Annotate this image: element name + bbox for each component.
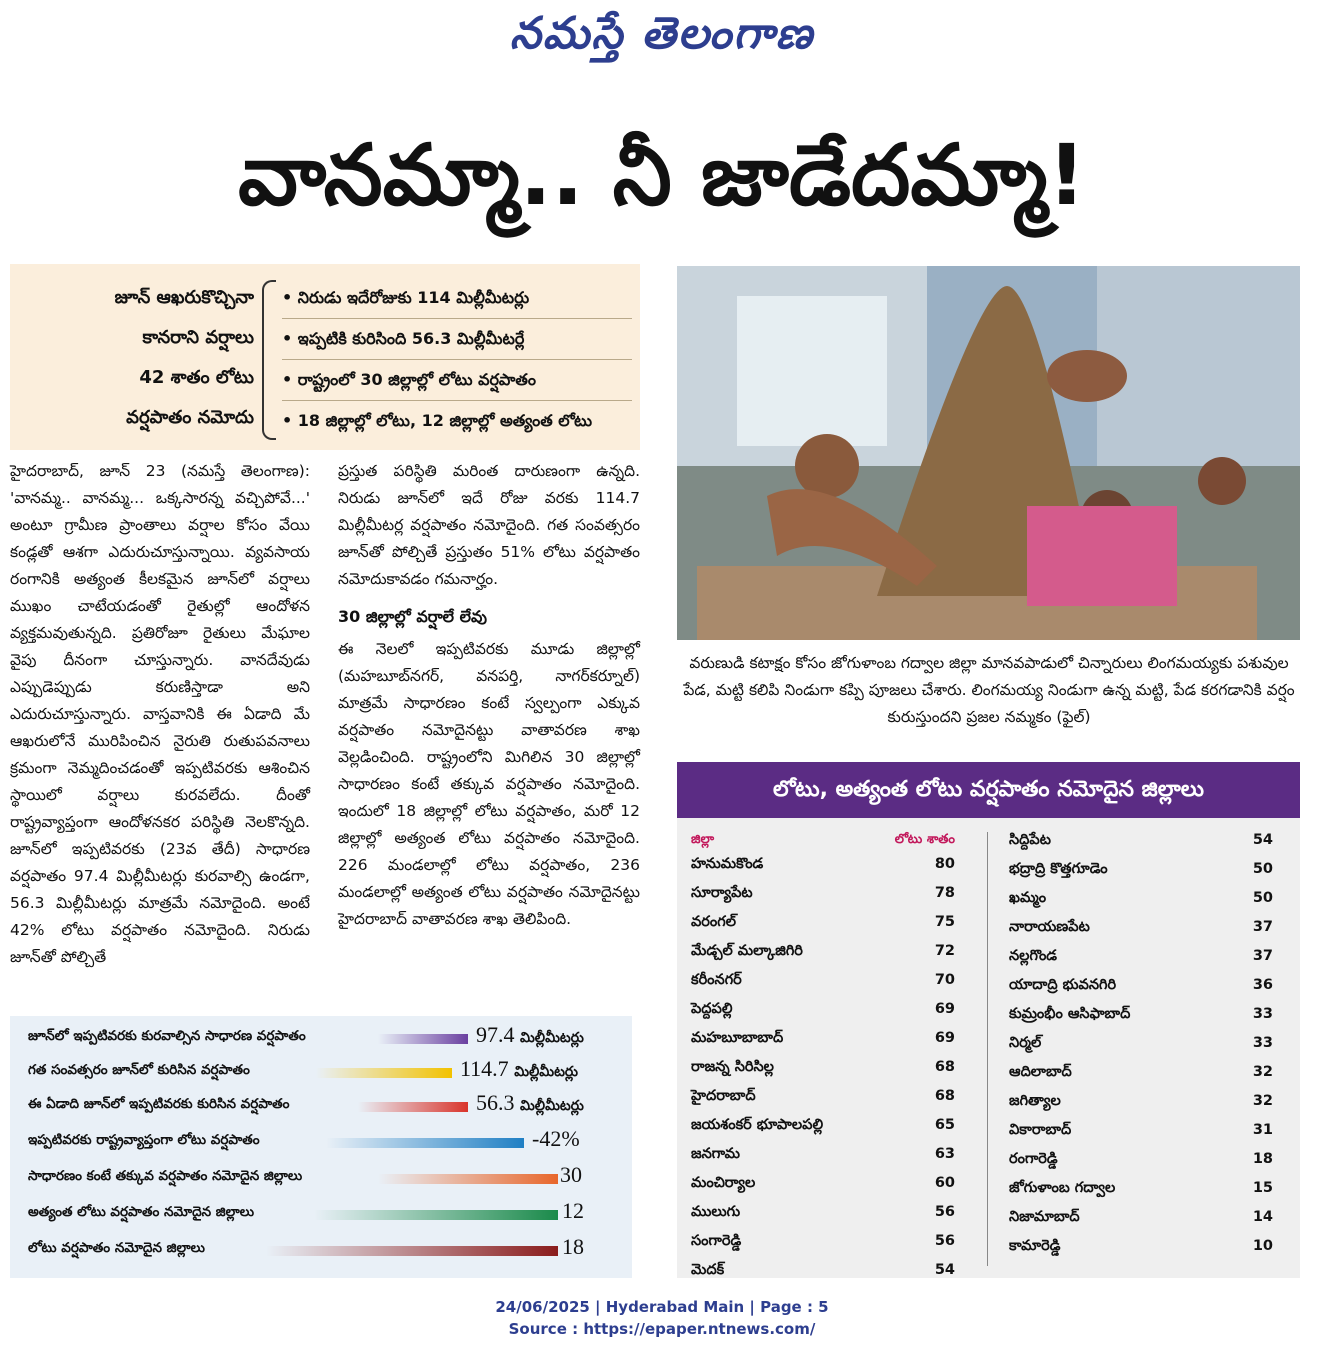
table-row — [677, 1171, 977, 1200]
district-name: ఖమ్మం — [1009, 890, 1047, 906]
district-name: ఆదిలాబాద్ — [1009, 1064, 1072, 1080]
table-row — [677, 1200, 977, 1229]
column-header-district: జిల్లా — [691, 832, 715, 847]
stat-number: 56.3 — [476, 1090, 515, 1115]
table-row — [995, 1118, 1295, 1147]
stat-label: జూన్‌లో ఇప్పటివరకు కురవాల్సిన సాధారణ వర్షపాతం — [28, 1028, 306, 1044]
table-row — [995, 1147, 1295, 1176]
stat-value — [560, 1162, 582, 1188]
photo-caption: వరుణుడి కటాక్షం కోసం జోగుళాంబ గద్వాల జిల్లా మానవపాడులో చిన్నారులు లింగమయ్యకు పశువుల పేడ, మట్టి కలిపి నిండుగా కప్పి పూజలు చేశారు. లింగమయ్య నిండుగా ఉన్న మట్టి, పేడ కరగడానికి వర్షం కురుస్తుందని ప్రజల నమ్మకం (ఫైల్) — [683, 654, 1295, 726]
stat-unit: మిల్లీమీటర్లు — [520, 1098, 584, 1114]
summary-left-line: 42 శాతం లోటు — [139, 367, 254, 388]
news-photo — [677, 266, 1300, 640]
district-name: రంగారెడ్డి — [1009, 1151, 1058, 1167]
deficit-value: 32 — [1252, 1064, 1273, 1080]
deficit-value: 56 — [934, 1204, 955, 1220]
district-table — [677, 818, 1300, 1278]
deficit-value: 78 — [934, 885, 955, 901]
stat-number: -42% — [532, 1126, 580, 1151]
district-name: కుమ్రంభీం ఆసిఫాబాద్ — [1009, 1006, 1131, 1022]
district-name: హైదరాబాద్ — [691, 1088, 756, 1104]
summary-bullet-text: 18 జిల్లాల్లో లోటు, 12 జిల్లాల్లో అత్యంత లోటు — [297, 411, 593, 430]
summary-left-line: జూన్ ఆఖరుకొచ్చినా — [114, 287, 254, 308]
table-row — [677, 852, 977, 881]
table-row — [677, 1055, 977, 1084]
summary-bullet-text: ఇప్పటికి కురిసింది 56.3 మిల్లీమీటర్లే — [297, 329, 525, 348]
deficit-value: 70 — [934, 972, 955, 988]
table-row — [995, 1205, 1295, 1234]
table-row — [677, 1026, 977, 1055]
table-row — [677, 1084, 977, 1113]
stat-bar — [326, 1138, 524, 1148]
stat-row — [28, 1162, 628, 1192]
stat-bar — [266, 1246, 558, 1256]
deficit-value: 50 — [1252, 861, 1273, 877]
district-name: ములుగు — [691, 1204, 741, 1220]
summary-bullet-text: రాష్ట్రంలో 30 జిల్లాల్లో లోటు వర్షపాతం — [297, 370, 536, 389]
district-name: జయశంకర్ భూపాలపల్లి — [691, 1117, 824, 1133]
stat-number: 12 — [562, 1198, 584, 1223]
table-row — [677, 1113, 977, 1142]
stat-label: అత్యంత లోటు వర్షపాతం నమోదైన జిల్లాలు — [28, 1204, 255, 1220]
page-footer — [0, 1296, 1324, 1340]
table-row — [677, 1258, 977, 1287]
stat-label: గత సంవత్సరం జూన్‌లో కురిసిన వర్షపాతం — [28, 1062, 250, 1078]
deficit-value: 33 — [1252, 1035, 1273, 1051]
deficit-value: 31 — [1252, 1122, 1273, 1138]
stat-bar — [314, 1210, 558, 1220]
stat-value — [562, 1198, 584, 1224]
summary-left — [24, 278, 254, 438]
deficit-value: 68 — [934, 1059, 955, 1075]
stat-row — [28, 1126, 628, 1156]
article-paragraph: ప్రస్తుత పరిస్థితి మరింత దారుణంగా ఉన్నది. నిరుడు జూన్‌లో ఇదే రోజు వరకు 114.7 మిల్లీమీటర్ల వర్షపాతం నమోదైంది. గత సంవత్సరం జూన్‌తో పోల్చితే ప్రస్తుతం 51% లోటు వర్షపాతం నమోదుకావడం గమనార్హం. — [338, 462, 640, 588]
district-name: యాదాద్రి భువనగిరి — [1009, 977, 1117, 993]
table-row — [995, 1234, 1295, 1263]
stat-value — [476, 1090, 584, 1117]
summary-left-line: వర్షపాతం నమోదు — [126, 407, 254, 428]
stat-number: 97.4 — [476, 1022, 515, 1047]
deficit-value: 65 — [934, 1117, 955, 1133]
deficit-value: 37 — [1252, 948, 1273, 964]
deficit-value: 50 — [1252, 890, 1273, 906]
stat-unit: మిల్లీమీటర్లు — [514, 1064, 579, 1080]
masthead: నమస్తే తెలంగాణ — [509, 8, 815, 59]
table-row — [677, 1142, 977, 1171]
district-name: పెద్దపల్లి — [691, 1001, 733, 1017]
article-paragraph: ఈ నెలలో ఇప్పటివరకు మూడు జిల్లాల్లో (మహబూబ్‌నగర్, వనపర్తి, నాగర్‌కర్నూల్) మాత్రమే సాధారణం కంటే స్వల్పంగా ఎక్కువ వర్షపాతం నమోదైనట్టు వాతావరణ శాఖ వెల్లడించింది. రాష్ట్రంలోని మిగిలిన 30 జిల్లాల్లో సాధారణం కంటే తక్కువ వర్షపాతం నమోదైంది. ఇందులో 18 జిల్లాల్లో లోటు వర్షపాతం, మరో 12 జిల్లాల్లో అత్యంత లోటు వర్షపాతం నమోదైంది. 226 మండలాల్లో లోటు వర్షపాతం, 236 మండలాల్లో అత్యంత లోటు వర్షపాతం నమోదైనట్టు హైదరాబాద్ వాతావరణ శాఖ తెలిపింది. — [338, 640, 640, 928]
footer-date-page: 24/06/2025 | Hyderabad Main | Page : 5 — [495, 1298, 829, 1316]
summary-bullet: • 18 జిల్లాల్లో లోటు, 12 జిల్లాల్లో అత్యంత లోటు — [282, 411, 593, 430]
district-name: జగిత్యాల — [1009, 1093, 1061, 1109]
table-row — [677, 939, 977, 968]
table-row — [995, 944, 1295, 973]
district-name: వికారాబాద్ — [1009, 1122, 1072, 1138]
stat-value — [562, 1234, 584, 1260]
stat-number: 114.7 — [460, 1056, 509, 1081]
table-row — [677, 968, 977, 997]
summary-bullet: • రాష్ట్రంలో 30 జిల్లాల్లో లోటు వర్షపాతం — [282, 360, 632, 401]
stat-value — [460, 1056, 578, 1083]
district-name: కరీంనగర్ — [691, 972, 742, 988]
summary-bullet: • ఇప్పటికి కురిసింది 56.3 మిల్లీమీటర్లే — [282, 319, 632, 360]
table-row — [677, 997, 977, 1026]
district-name: జోగుళాంబ గద్వాల — [1009, 1180, 1116, 1196]
district-name: భద్రాద్రి కొత్తగూడెం — [1009, 861, 1108, 877]
district-name: నల్లగొండ — [1009, 948, 1058, 964]
stat-bar — [316, 1068, 452, 1078]
article-column-1 — [10, 458, 310, 971]
district-name: సిద్దిపేట — [1009, 832, 1051, 848]
headline: వానమ్మా.. నీ జాడేదమ్మా! — [238, 126, 1086, 224]
stat-row — [28, 1090, 628, 1120]
table-title: లోటు, అత్యంత లోటు వర్షపాతం నమోదైన జిల్లాలు — [677, 762, 1300, 818]
summary-bullet: • నిరుడు ఇదేరోజుకు 114 మిల్లీమీటర్లు — [282, 278, 632, 319]
stat-label: సాధారణం కంటే తక్కువ వర్షపాతం నమోదైన జిల్లాలు — [28, 1168, 303, 1184]
deficit-value: 10 — [1252, 1238, 1273, 1254]
deficit-value: 75 — [934, 914, 955, 930]
summary-bullet-text: నిరుడు ఇదేరోజుకు 114 మిల్లీమీటర్లు — [297, 288, 530, 307]
district-name: రాజన్న సిరిసిల్ల — [691, 1059, 774, 1075]
table-header-row — [677, 828, 977, 852]
deficit-value: 54 — [1252, 832, 1273, 848]
column-header-deficit: లోటు శాతం — [894, 832, 955, 847]
stat-number: 30 — [560, 1162, 582, 1187]
table-row — [995, 1002, 1295, 1031]
table-row — [677, 1229, 977, 1258]
deficit-value: 54 — [934, 1262, 955, 1278]
stat-value — [532, 1126, 580, 1152]
stat-bar — [378, 1034, 468, 1044]
table-row — [995, 1060, 1295, 1089]
summary-bullets — [282, 278, 632, 441]
table-divider — [987, 832, 988, 1266]
table-row — [995, 915, 1295, 944]
stat-bar — [358, 1102, 468, 1112]
district-name: వరంగల్ — [691, 914, 736, 930]
summary-left-line: కానరాని వర్షాలు — [142, 327, 254, 348]
stat-label: ఇప్పటివరకు రాష్ట్రవ్యాప్తంగా లోటు వర్షపాతం — [28, 1132, 260, 1148]
summary-box — [10, 264, 640, 450]
district-name: మేడ్చల్ మల్కాజిగిరి — [691, 943, 803, 959]
table-row — [677, 910, 977, 939]
stat-label: లోటు వర్షపాతం నమోదైన జిల్లాలు — [28, 1240, 205, 1256]
stat-bar — [378, 1174, 558, 1184]
district-name: సంగారెడ్డి — [691, 1233, 742, 1249]
deficit-value: 37 — [1252, 919, 1273, 935]
district-name: నారాయణపేట — [1009, 919, 1090, 935]
table-column-left — [677, 828, 977, 1287]
table-row — [995, 828, 1295, 857]
deficit-value: 15 — [1252, 1180, 1273, 1196]
deficit-value: 80 — [934, 856, 955, 872]
district-name: కామారెడ్డి — [1009, 1238, 1061, 1254]
stat-label: ఈ ఏడాది జూన్‌లో ఇప్పటివరకు కురిసిన వర్షపాతం — [28, 1096, 290, 1112]
article-subheading: 30 జిల్లాల్లో వర్షాలే లేవు — [338, 607, 487, 626]
stat-row — [28, 1022, 628, 1052]
deficit-value: 60 — [934, 1175, 955, 1191]
table-row — [677, 881, 977, 910]
stat-row — [28, 1056, 628, 1086]
deficit-value: 32 — [1252, 1093, 1273, 1109]
deficit-value: 18 — [1252, 1151, 1273, 1167]
stat-row — [28, 1234, 628, 1264]
deficit-value: 33 — [1252, 1006, 1273, 1022]
stat-value — [476, 1022, 584, 1049]
table-row — [995, 857, 1295, 886]
district-name: నిజామాబాద్ — [1009, 1209, 1080, 1225]
deficit-value: 68 — [934, 1088, 955, 1104]
summary-brace — [262, 280, 276, 440]
deficit-value: 72 — [934, 943, 955, 959]
table-row — [995, 1031, 1295, 1060]
stat-number: 18 — [562, 1234, 584, 1259]
article-column-2 — [338, 458, 640, 933]
article-paragraph: హైదరాబాద్, జూన్ 23 (నమస్తే తెలంగాణ): 'వానమ్మ.. వానమ్మ... ఒక్కసారన్న వచ్చిపోవే...' అంటూ గ్రామీణ ప్రాంతాలు వర్షాల కోసం వేయి కండ్లతో ఆశగా ఎదురుచూస్తున్నాయి. వ్యవసాయ రంగానికి అత్యంత కీలకమైన జూన్‌లో వర్షాలు ముఖం చాటేయడంతో రైతుల్లో ఆందోళన వ్యక్తమవుతున్నది. ప్రతిరోజూ రైతులు మేఘాల వైపు దీనంగా చూస్తున్నారు. వానదేవుడు ఎప్పుడెప్పుడు కరుణిస్తాడా అని ఎదురుచూస్తున్నారు. వాస్తవానికి ఈ ఏడాది మే ఆఖరులోనే మురిపించిన నైరుతి రుతుపవనాలు క్రమంగా నెమ్మదించడంతో ఇప్పటివరకు ఆశించిన స్థాయిలో వర్షాలు కురవలేదు. దీంతో రాష్ట్రవ్యాప్తంగా ఆందోళనకర పరిస్థితి నెలకొన్నది. జూన్‌లో ఇప్పటివరకు (23వ తేదీ) సాధారణ వర్షపాతం 97.4 మిల్లీమీటర్లు కురవాల్సి ఉండగా, 56.3 మిల్లీమీటర్లు మాత్రమే నమోదైంది. అంటే 42% లోటు వర్షపాతం నమోదైంది. నిరుడు జూన్‌తో పోల్చితే — [10, 462, 310, 966]
deficit-value: 69 — [934, 1030, 955, 1046]
footer-source: Source : https://epaper.ntnews.com/ — [508, 1320, 816, 1338]
district-name: సూర్యాపేట — [691, 885, 753, 901]
deficit-value: 56 — [934, 1233, 955, 1249]
deficit-value: 36 — [1252, 977, 1273, 993]
table-row — [995, 1089, 1295, 1118]
table-row — [995, 886, 1295, 915]
district-name: జనగామ — [691, 1146, 741, 1162]
district-name: మహబూబాబాద్ — [691, 1030, 784, 1046]
stat-unit: మిల్లీమీటర్లు — [520, 1030, 584, 1046]
table-column-right — [995, 828, 1295, 1263]
stat-row — [28, 1198, 628, 1228]
deficit-value: 63 — [934, 1146, 955, 1162]
district-name: మెదక్ — [691, 1262, 725, 1278]
deficit-value: 69 — [934, 1001, 955, 1017]
district-name: హనుమకొండ — [691, 856, 764, 872]
deficit-value: 14 — [1252, 1209, 1273, 1225]
district-name: మంచిర్యాల — [691, 1175, 756, 1191]
stats-box — [10, 1016, 632, 1278]
district-name: నిర్మల్ — [1009, 1035, 1042, 1051]
table-row — [995, 1176, 1295, 1205]
table-row — [995, 973, 1295, 1002]
